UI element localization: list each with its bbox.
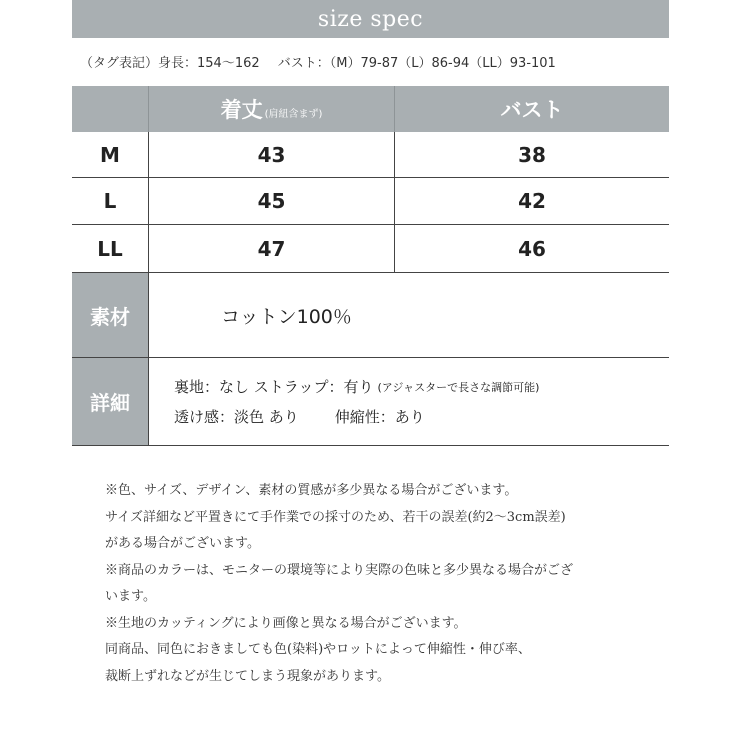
header-size-cell	[72, 86, 149, 132]
header-bust-label: バスト	[500, 98, 564, 122]
header-length-note: (肩紐含まず)	[264, 108, 323, 120]
material-value: コットン100％	[221, 305, 352, 328]
header-bust-cell	[395, 86, 669, 132]
note-line: 裁断上ずれなどが生じてしまう現象があります。	[105, 668, 390, 684]
details-row	[72, 358, 669, 446]
table-row	[72, 178, 669, 225]
tag-height: （タグ表記）身長：154〜162	[80, 56, 260, 71]
size-table	[72, 86, 669, 446]
details-sheerness: 透け感：淡色 あり	[174, 408, 299, 426]
notes-block	[105, 478, 665, 690]
bust-cell: 46	[518, 236, 546, 261]
details-stretch: 伸縮性：あり	[334, 408, 425, 426]
note-line: ※色、サイズ、デザイン、素材の質感が多少異なる場合がございます。	[105, 483, 518, 498]
size-cell: LL	[72, 225, 149, 272]
banner-title: size spec	[317, 6, 424, 32]
details-line-1	[174, 372, 539, 402]
tag-bust: バスト：（M）79-87（L）86-94（LL）93-101	[277, 56, 556, 71]
table-row	[72, 225, 669, 273]
length-cell: 47	[149, 225, 395, 272]
details-adjuster-note: (アジャスターで長さな調節可能)	[377, 380, 540, 394]
tag-info-line	[80, 52, 570, 71]
details-label: 詳細	[72, 358, 149, 445]
header-length-label: 着丈	[220, 98, 263, 122]
length-cell: 43	[149, 132, 395, 177]
note-line: ※生地のカッティングにより画像と異なる場合がございます。	[105, 615, 467, 631]
table-row	[72, 132, 669, 178]
note-line: がある場合がございます。	[105, 536, 260, 551]
note-line: 同商品、同色におきましても色(染料)やロットによって伸縮性・伸び率、	[105, 642, 531, 657]
note-line: います。	[105, 589, 156, 604]
note-line: サイズ詳細など平置きにて手作業での採寸のため、若干の誤差(約2〜3cm誤差)	[105, 509, 566, 525]
length-cell: 45	[149, 178, 395, 224]
size-cell: M	[72, 132, 149, 177]
details-line-2	[174, 402, 539, 432]
size-spec-banner	[72, 0, 669, 38]
material-label: 素材	[72, 273, 149, 357]
material-row	[72, 273, 669, 358]
bust-cell: 38	[518, 142, 546, 167]
details-value	[149, 358, 539, 445]
table-header-row	[72, 86, 669, 132]
details-lining-strap: 裏地：なし ストラップ：有り	[174, 378, 374, 396]
size-cell: L	[72, 178, 149, 224]
bust-cell: 42	[518, 189, 546, 213]
header-length-cell	[149, 86, 395, 132]
note-line: ※商品のカラーは、モニターの環境等により実際の色味と多少異なる場合がござ	[105, 562, 574, 578]
